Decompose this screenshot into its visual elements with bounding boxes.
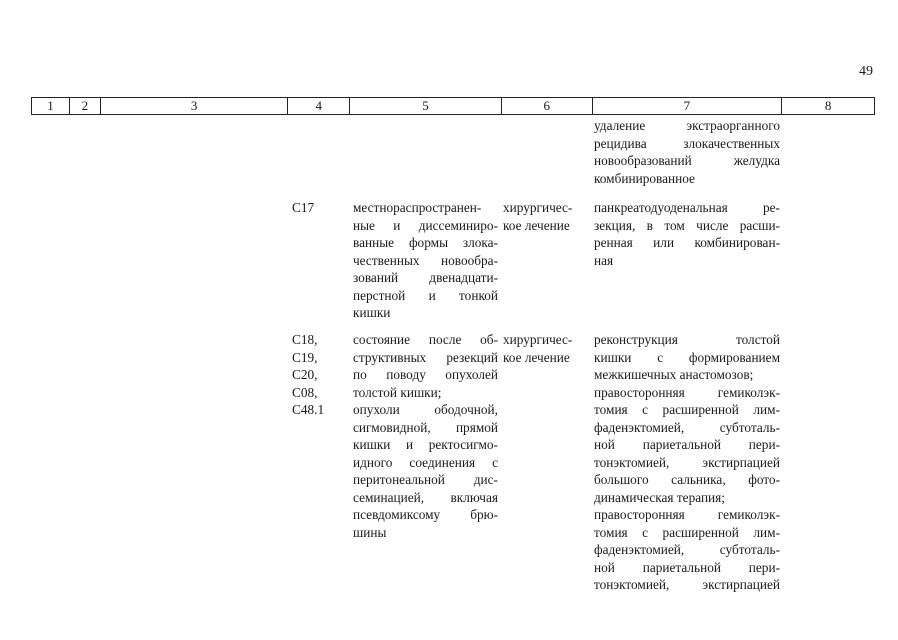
text-line: ная (594, 252, 614, 268)
text-line: правосторонняя гемиколэк- (594, 507, 780, 522)
icd-code: C19, (292, 349, 318, 365)
text-line: перитонеальной дис- (353, 472, 498, 487)
column-header-6: 6 (501, 98, 592, 114)
text-line: сигмовидной, прямой (353, 419, 498, 435)
text-line: семинацией, включая (353, 489, 498, 505)
text-line: перстной и тонкой (353, 287, 498, 303)
text-line: состояние после об- (353, 332, 498, 347)
icd-code: C18, (292, 332, 318, 347)
text-line: идного соединения с (353, 454, 498, 470)
column-header-5: 5 (349, 98, 501, 114)
text-line: псевдомиксому брю- (353, 507, 498, 522)
text-line: хирургичес- (503, 200, 573, 215)
row2-col7-treatment-method (594, 199, 780, 269)
column-header-8: 8 (781, 98, 874, 114)
text-line: кишки и ректосигмо- (353, 437, 498, 452)
text-line: комбинированное (594, 170, 695, 186)
column-header-4: 4 (287, 98, 349, 114)
text-line: большого сальника, фото- (594, 472, 780, 487)
icd-code: C48.1 (292, 402, 325, 417)
row1-col7-treatment-method (594, 117, 780, 187)
text-line: структивных резекций (353, 349, 498, 365)
row3-col6-treatment-type (503, 331, 583, 366)
row2-col6-treatment-type (503, 199, 583, 234)
row2-col5-diagnosis (353, 199, 498, 322)
text-line: ной париетальной пери- (594, 437, 780, 452)
text-line: чественных новообра- (353, 252, 498, 268)
row3-col7-treatment-method (594, 331, 780, 594)
text-line: зований двенадцати- (353, 270, 498, 285)
text-line: зекция, в том числе расши- (594, 217, 780, 233)
text-line: панкреатодуоденальная ре- (594, 200, 780, 215)
text-line: реконструкция толстой (594, 332, 780, 347)
text-line: томия с расширенной лим- (594, 402, 780, 417)
icd-code: C20, (292, 367, 318, 382)
text-line: по поводу опухолей (353, 367, 498, 382)
text-line: фаденэктомией, субтоталь- (594, 542, 780, 557)
text-line: ные и диссеминиро- (353, 217, 498, 233)
row2-col4-icd-code (292, 199, 342, 217)
text-line: межкишечных анастомозов; (594, 367, 754, 382)
row3-col4-icd-codes (292, 331, 342, 419)
icd-code: C08, (292, 384, 318, 400)
text-line: ренная или комбинирован- (594, 235, 780, 250)
text-line: кишки (353, 305, 391, 320)
text-line: кое лечение (503, 217, 570, 233)
text-line: толстой кишки; (353, 384, 442, 400)
column-header-3: 3 (100, 98, 288, 114)
row3-col5-diagnosis (353, 331, 498, 541)
text-line: удаление экстраорганного (594, 118, 780, 133)
column-header-2: 2 (69, 98, 100, 114)
text-line: тонэктомией, экстирпацией (594, 454, 780, 470)
text-line: тонэктомией, экстирпацией (594, 577, 780, 592)
text-line: рецидива злокачественных (594, 135, 780, 151)
text-line: ванные формы злока- (353, 235, 498, 250)
text-line: динамическая терапия; (594, 489, 725, 505)
table-header-row (31, 97, 875, 115)
text-line: шины (353, 524, 387, 540)
column-header-1: 1 (47, 98, 54, 113)
text-line: ной париетальной пери- (594, 559, 780, 575)
text-line: новообразований желудка (594, 153, 780, 168)
text-line: правосторонняя гемиколэк- (594, 384, 780, 400)
text-line: местнораспространен- (353, 200, 482, 215)
icd-code: C17 (292, 200, 315, 215)
text-line: кишки с формированием (594, 349, 780, 365)
column-header-7: 7 (592, 98, 782, 114)
text-line: хирургичес- (503, 332, 573, 347)
text-line: фаденэктомией, субтоталь- (594, 419, 780, 435)
text-line: томия с расширенной лим- (594, 524, 780, 540)
page-number: 49 (859, 64, 873, 79)
text-line: кое лечение (503, 349, 570, 365)
text-line: опухоли ободочной, (353, 402, 498, 417)
